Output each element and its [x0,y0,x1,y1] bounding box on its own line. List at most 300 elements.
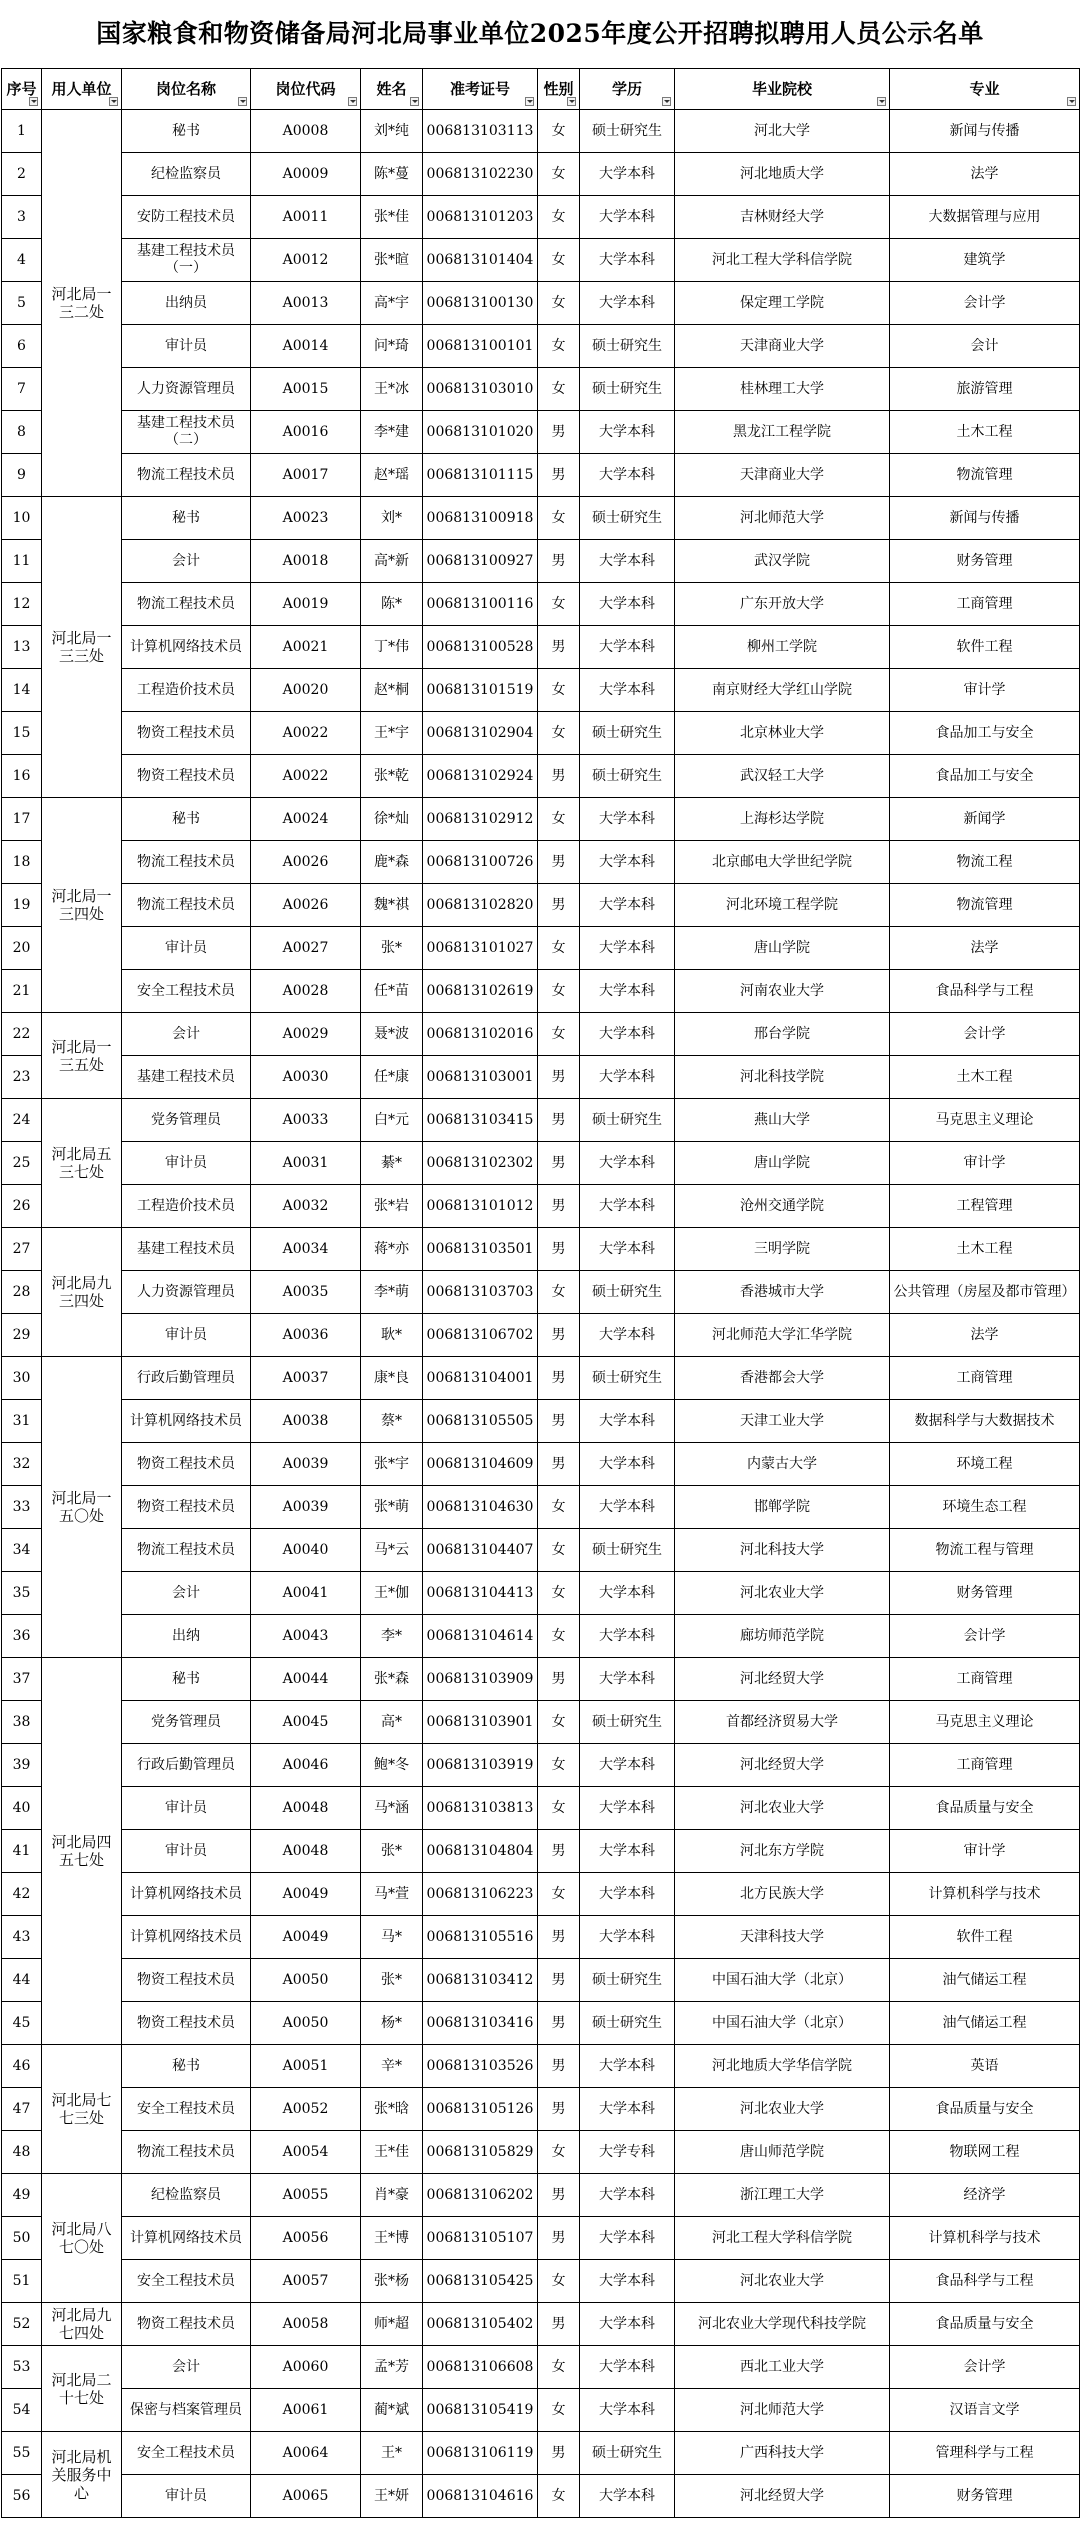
cell-education[interactable]: 大学本科 [580,1658,675,1701]
cell-position-code[interactable]: A0048 [251,1830,361,1873]
cell-position-code[interactable]: A0014 [251,325,361,368]
cell-index[interactable]: 51 [2,2260,42,2303]
cell-school[interactable]: 唐山学院 [675,927,890,970]
cell-school[interactable]: 首都经济贸易大学 [675,1701,890,1744]
cell-exam-number[interactable]: 006813100528 [423,626,538,669]
cell-major[interactable]: 油气储运工程 [890,2002,1080,2045]
cell-gender[interactable]: 女 [538,282,580,325]
cell-major[interactable]: 会计学 [890,1615,1080,1658]
cell-major[interactable]: 财务管理 [890,1572,1080,1615]
cell-education[interactable]: 大学本科 [580,927,675,970]
cell-major[interactable]: 马克思主义理论 [890,1099,1080,1142]
cell-index[interactable]: 16 [2,755,42,798]
cell-index[interactable]: 12 [2,583,42,626]
cell-education[interactable]: 硕士研究生 [580,497,675,540]
cell-name[interactable]: 张* [361,1959,423,2002]
cell-education[interactable]: 大学本科 [580,540,675,583]
cell-gender[interactable]: 男 [538,2174,580,2217]
cell-exam-number[interactable]: 006813105126 [423,2088,538,2131]
cell-exam-number[interactable]: 006813103415 [423,1099,538,1142]
cell-position-code[interactable]: A0050 [251,2002,361,2045]
cell-exam-number[interactable]: 006813101020 [423,411,538,454]
cell-name[interactable]: 张*萌 [361,1486,423,1529]
cell-position-code[interactable]: A0013 [251,282,361,325]
cell-major[interactable]: 工商管理 [890,1658,1080,1701]
cell-exam-number[interactable]: 006813100116 [423,583,538,626]
cell-position[interactable]: 物流工程技术员 [122,2131,251,2174]
cell-major[interactable]: 食品科学与工程 [890,2260,1080,2303]
cell-name[interactable]: 张*晗 [361,2088,423,2131]
cell-name[interactable]: 王*妍 [361,2475,423,2518]
cell-education[interactable]: 大学本科 [580,1013,675,1056]
cell-exam-number[interactable]: 006813101404 [423,239,538,282]
cell-position-code[interactable]: A0034 [251,1228,361,1271]
cell-exam-number[interactable]: 006813103113 [423,110,538,153]
cell-position[interactable]: 基建工程技术员 [122,1228,251,1271]
cell-education[interactable]: 大学本科 [580,798,675,841]
cell-education[interactable]: 硕士研究生 [580,110,675,153]
cell-education[interactable]: 大学本科 [580,2260,675,2303]
cell-gender[interactable]: 男 [538,1228,580,1271]
cell-name[interactable]: 张*杨 [361,2260,423,2303]
cell-position[interactable]: 安全工程技术员 [122,970,251,1013]
cell-position[interactable]: 出纳 [122,1615,251,1658]
cell-education[interactable]: 大学本科 [580,2303,675,2346]
cell-major[interactable]: 汉语言文学 [890,2389,1080,2432]
cell-position[interactable]: 党务管理员 [122,1099,251,1142]
cell-exam-number[interactable]: 006813105402 [423,2303,538,2346]
cell-education[interactable]: 大学本科 [580,583,675,626]
cell-position[interactable]: 计算机网络技术员 [122,626,251,669]
cell-school[interactable]: 沧州交通学院 [675,1185,890,1228]
cell-education[interactable]: 大学本科 [580,2389,675,2432]
cell-gender[interactable]: 女 [538,970,580,1013]
cell-exam-number[interactable]: 006813103526 [423,2045,538,2088]
cell-name[interactable]: 聂*波 [361,1013,423,1056]
cell-index[interactable]: 33 [2,1486,42,1529]
cell-exam-number[interactable]: 006813104407 [423,1529,538,1572]
cell-exam-number[interactable]: 006813106608 [423,2346,538,2389]
cell-exam-number[interactable]: 006813102302 [423,1142,538,1185]
cell-position[interactable]: 会计 [122,1572,251,1615]
cell-major[interactable]: 公共管理（房屋及都市管理） [890,1271,1080,1314]
cell-position-code[interactable]: A0041 [251,1572,361,1615]
cell-position-code[interactable]: A0049 [251,1916,361,1959]
cell-education[interactable]: 大学本科 [580,1185,675,1228]
cell-index[interactable]: 45 [2,2002,42,2045]
cell-index[interactable]: 52 [2,2303,42,2346]
cell-index[interactable]: 32 [2,1443,42,1486]
cell-position[interactable]: 物流工程技术员 [122,884,251,927]
header-cell-exam-number[interactable] [423,69,538,110]
cell-exam-number[interactable]: 006813104413 [423,1572,538,1615]
cell-position-code[interactable]: A0045 [251,1701,361,1744]
cell-position[interactable]: 物流工程技术员 [122,583,251,626]
cell-education[interactable]: 大学本科 [580,1615,675,1658]
cell-education[interactable]: 大学本科 [580,1744,675,1787]
cell-position[interactable]: 物资工程技术员 [122,1443,251,1486]
cell-exam-number[interactable]: 006813105107 [423,2217,538,2260]
cell-name[interactable]: 鲍*冬 [361,1744,423,1787]
cell-school[interactable]: 廊坊师范学院 [675,1615,890,1658]
cell-gender[interactable]: 女 [538,583,580,626]
cell-position[interactable]: 物资工程技术员 [122,2303,251,2346]
cell-position-code[interactable]: A0056 [251,2217,361,2260]
cell-exam-number[interactable]: 006813100130 [423,282,538,325]
cell-gender[interactable]: 男 [538,2217,580,2260]
filter-dropdown-icon[interactable] [109,97,118,106]
cell-name[interactable]: 蔺*斌 [361,2389,423,2432]
filter-dropdown-icon[interactable] [410,97,419,106]
cell-education[interactable]: 大学本科 [580,1830,675,1873]
filter-dropdown-icon[interactable] [877,97,886,106]
cell-education[interactable]: 大学本科 [580,1443,675,1486]
cell-school[interactable]: 三明学院 [675,1228,890,1271]
cell-education[interactable]: 大学本科 [580,1056,675,1099]
cell-index[interactable]: 8 [2,411,42,454]
cell-gender[interactable]: 女 [538,1787,580,1830]
cell-school[interactable]: 唐山师范学院 [675,2131,890,2174]
cell-position[interactable]: 工程造价技术员 [122,669,251,712]
cell-position[interactable]: 工程造价技术员 [122,1185,251,1228]
cell-school[interactable]: 河北师范大学汇华学院 [675,1314,890,1357]
cell-position-code[interactable]: A0037 [251,1357,361,1400]
cell-education[interactable]: 大学本科 [580,411,675,454]
cell-major[interactable]: 经济学 [890,2174,1080,2217]
cell-gender[interactable]: 男 [538,454,580,497]
cell-major[interactable]: 食品加工与安全 [890,755,1080,798]
cell-position-code[interactable]: A0052 [251,2088,361,2131]
cell-position-code[interactable]: A0030 [251,1056,361,1099]
cell-major[interactable]: 土木工程 [890,1056,1080,1099]
header-cell-major[interactable] [890,69,1080,110]
cell-name[interactable]: 任*苗 [361,970,423,1013]
cell-name[interactable]: 蔡* [361,1400,423,1443]
cell-position-code[interactable]: A0060 [251,2346,361,2389]
cell-name[interactable]: 问*琦 [361,325,423,368]
cell-exam-number[interactable]: 006813105419 [423,2389,538,2432]
cell-exam-number[interactable]: 006813102924 [423,755,538,798]
cell-name[interactable]: 张* [361,927,423,970]
cell-name[interactable]: 王*宇 [361,712,423,755]
cell-school[interactable]: 上海杉达学院 [675,798,890,841]
cell-gender[interactable]: 男 [538,411,580,454]
cell-major[interactable]: 管理科学与工程 [890,2432,1080,2475]
cell-major[interactable]: 会计 [890,325,1080,368]
cell-position-code[interactable]: A0009 [251,153,361,196]
cell-name[interactable]: 王*博 [361,2217,423,2260]
cell-unit[interactable]: 河北局一三二处 [42,110,122,497]
cell-school[interactable]: 内蒙古大学 [675,1443,890,1486]
cell-index[interactable]: 18 [2,841,42,884]
cell-education[interactable]: 硕士研究生 [580,368,675,411]
cell-school[interactable]: 广西科技大学 [675,2432,890,2475]
cell-unit[interactable]: 河北局一三四处 [42,798,122,1013]
cell-major[interactable]: 软件工程 [890,626,1080,669]
header-cell-index[interactable] [2,69,42,110]
cell-position[interactable]: 计算机网络技术员 [122,1916,251,1959]
cell-exam-number[interactable]: 006813100927 [423,540,538,583]
cell-index[interactable]: 39 [2,1744,42,1787]
cell-position[interactable]: 纪检监察员 [122,2174,251,2217]
cell-name[interactable]: 张*宇 [361,1443,423,1486]
cell-gender[interactable]: 女 [538,1744,580,1787]
cell-name[interactable]: 綦* [361,1142,423,1185]
cell-position-code[interactable]: A0018 [251,540,361,583]
cell-school[interactable]: 武汉轻工大学 [675,755,890,798]
cell-education[interactable]: 硕士研究生 [580,2002,675,2045]
cell-exam-number[interactable]: 006813103919 [423,1744,538,1787]
cell-position-code[interactable]: A0050 [251,1959,361,2002]
cell-school[interactable]: 保定理工学院 [675,282,890,325]
cell-gender[interactable]: 男 [538,755,580,798]
cell-index[interactable]: 42 [2,1873,42,1916]
cell-position[interactable]: 安全工程技术员 [122,2088,251,2131]
cell-name[interactable]: 耿* [361,1314,423,1357]
cell-index[interactable]: 5 [2,282,42,325]
filter-dropdown-icon[interactable] [1067,97,1076,106]
cell-index[interactable]: 49 [2,2174,42,2217]
cell-index[interactable]: 1 [2,110,42,153]
cell-index[interactable]: 22 [2,1013,42,1056]
cell-major[interactable]: 旅游管理 [890,368,1080,411]
cell-school[interactable]: 天津商业大学 [675,325,890,368]
cell-position-code[interactable]: A0026 [251,841,361,884]
cell-exam-number[interactable]: 006813103010 [423,368,538,411]
cell-position[interactable]: 保密与档案管理员 [122,2389,251,2432]
cell-major[interactable]: 食品质量与安全 [890,1787,1080,1830]
cell-position-code[interactable]: A0054 [251,2131,361,2174]
cell-index[interactable]: 41 [2,1830,42,1873]
cell-gender[interactable]: 女 [538,325,580,368]
cell-education[interactable]: 大学本科 [580,282,675,325]
cell-exam-number[interactable]: 006813104001 [423,1357,538,1400]
cell-gender[interactable]: 女 [538,2346,580,2389]
cell-exam-number[interactable]: 006813103001 [423,1056,538,1099]
cell-gender[interactable]: 男 [538,884,580,927]
cell-name[interactable]: 王* [361,2432,423,2475]
cell-school[interactable]: 河北农业大学 [675,2088,890,2131]
cell-education[interactable]: 硕士研究生 [580,325,675,368]
cell-education[interactable]: 硕士研究生 [580,1357,675,1400]
cell-name[interactable]: 李*建 [361,411,423,454]
cell-index[interactable]: 24 [2,1099,42,1142]
cell-position[interactable]: 行政后勤管理员 [122,1357,251,1400]
cell-name[interactable]: 辛* [361,2045,423,2088]
cell-position-code[interactable]: A0035 [251,1271,361,1314]
cell-position[interactable]: 审计员 [122,1830,251,1873]
filter-dropdown-icon[interactable] [348,97,357,106]
cell-major[interactable]: 建筑学 [890,239,1080,282]
cell-name[interactable]: 赵*瑶 [361,454,423,497]
cell-position[interactable]: 会计 [122,2346,251,2389]
cell-education[interactable]: 大学本科 [580,626,675,669]
cell-major[interactable]: 工程管理 [890,1185,1080,1228]
cell-index[interactable]: 10 [2,497,42,540]
cell-exam-number[interactable]: 006813103501 [423,1228,538,1271]
cell-name[interactable]: 赵*桐 [361,669,423,712]
cell-position[interactable]: 会计 [122,540,251,583]
filter-dropdown-icon[interactable] [525,97,534,106]
cell-position-code[interactable]: A0019 [251,583,361,626]
cell-name[interactable]: 李*萌 [361,1271,423,1314]
cell-position[interactable]: 秘书 [122,2045,251,2088]
cell-position-code[interactable]: A0036 [251,1314,361,1357]
cell-education[interactable]: 大学本科 [580,1486,675,1529]
cell-major[interactable]: 食品加工与安全 [890,712,1080,755]
cell-exam-number[interactable]: 006813102230 [423,153,538,196]
cell-index[interactable]: 38 [2,1701,42,1744]
cell-gender[interactable]: 男 [538,1357,580,1400]
cell-major[interactable]: 法学 [890,927,1080,970]
cell-position[interactable]: 出纳员 [122,282,251,325]
cell-major[interactable]: 新闻与传播 [890,497,1080,540]
cell-name[interactable]: 孟*芳 [361,2346,423,2389]
cell-major[interactable]: 财务管理 [890,2475,1080,2518]
cell-exam-number[interactable]: 006813103813 [423,1787,538,1830]
cell-gender[interactable]: 女 [538,1701,580,1744]
cell-education[interactable]: 大学本科 [580,454,675,497]
cell-gender[interactable]: 女 [538,712,580,755]
cell-position[interactable]: 纪检监察员 [122,153,251,196]
cell-gender[interactable]: 女 [538,2260,580,2303]
cell-gender[interactable]: 男 [538,2088,580,2131]
cell-gender[interactable]: 男 [538,2002,580,2045]
cell-index[interactable]: 17 [2,798,42,841]
cell-index[interactable]: 37 [2,1658,42,1701]
cell-position-code[interactable]: A0033 [251,1099,361,1142]
cell-exam-number[interactable]: 006813103901 [423,1701,538,1744]
cell-school[interactable]: 南京财经大学红山学院 [675,669,890,712]
cell-position-code[interactable]: A0011 [251,196,361,239]
cell-school[interactable]: 天津商业大学 [675,454,890,497]
header-cell-position[interactable] [122,69,251,110]
cell-name[interactable]: 刘* [361,497,423,540]
cell-education[interactable]: 硕士研究生 [580,1529,675,1572]
cell-major[interactable]: 会计学 [890,2346,1080,2389]
cell-exam-number[interactable]: 006813106119 [423,2432,538,2475]
cell-index[interactable]: 2 [2,153,42,196]
cell-school[interactable]: 河北地质大学 [675,153,890,196]
cell-gender[interactable]: 女 [538,2131,580,2174]
header-cell-education[interactable] [580,69,675,110]
cell-major[interactable]: 土木工程 [890,411,1080,454]
cell-position-code[interactable]: A0044 [251,1658,361,1701]
cell-position[interactable]: 会计 [122,1013,251,1056]
cell-school[interactable]: 河北农业大学 [675,1572,890,1615]
cell-name[interactable]: 马* [361,1916,423,1959]
cell-index[interactable]: 20 [2,927,42,970]
cell-position-code[interactable]: A0023 [251,497,361,540]
cell-education[interactable]: 大学本科 [580,196,675,239]
cell-position-code[interactable]: A0008 [251,110,361,153]
cell-school[interactable]: 河北师范大学 [675,2389,890,2432]
cell-school[interactable]: 吉林财经大学 [675,196,890,239]
cell-position-code[interactable]: A0026 [251,884,361,927]
cell-position-code[interactable]: A0040 [251,1529,361,1572]
cell-position[interactable]: 物资工程技术员 [122,712,251,755]
cell-name[interactable]: 康*良 [361,1357,423,1400]
cell-position[interactable]: 审计员 [122,1787,251,1830]
cell-position[interactable]: 审计员 [122,927,251,970]
cell-position[interactable]: 安全工程技术员 [122,2432,251,2475]
cell-school[interactable]: 燕山大学 [675,1099,890,1142]
cell-index[interactable]: 14 [2,669,42,712]
cell-unit[interactable]: 河北局一三三处 [42,497,122,798]
cell-exam-number[interactable]: 006813106702 [423,1314,538,1357]
cell-school[interactable]: 河北师范大学 [675,497,890,540]
cell-exam-number[interactable]: 006813104616 [423,2475,538,2518]
cell-exam-number[interactable]: 006813101027 [423,927,538,970]
cell-major[interactable]: 英语 [890,2045,1080,2088]
cell-position-code[interactable]: A0028 [251,970,361,1013]
cell-position-code[interactable]: A0016 [251,411,361,454]
cell-index[interactable]: 9 [2,454,42,497]
cell-position-code[interactable]: A0065 [251,2475,361,2518]
cell-position-code[interactable]: A0022 [251,712,361,755]
cell-school[interactable]: 香港城市大学 [675,1271,890,1314]
cell-major[interactable]: 审计学 [890,1142,1080,1185]
cell-gender[interactable]: 女 [538,2475,580,2518]
cell-major[interactable]: 计算机科学与技术 [890,1873,1080,1916]
cell-gender[interactable]: 女 [538,1873,580,1916]
cell-index[interactable]: 6 [2,325,42,368]
cell-major[interactable]: 会计学 [890,1013,1080,1056]
cell-education[interactable]: 硕士研究生 [580,755,675,798]
cell-position-code[interactable]: A0046 [251,1744,361,1787]
cell-index[interactable]: 3 [2,196,42,239]
cell-major[interactable]: 环境生态工程 [890,1486,1080,1529]
cell-education[interactable]: 大学本科 [580,1873,675,1916]
cell-education[interactable]: 大学本科 [580,841,675,884]
cell-position-code[interactable]: A0049 [251,1873,361,1916]
cell-education[interactable]: 大学本科 [580,1787,675,1830]
header-cell-school[interactable] [675,69,890,110]
cell-unit[interactable]: 河北局一五〇处 [42,1357,122,1658]
cell-major[interactable]: 物流管理 [890,454,1080,497]
cell-position[interactable]: 物资工程技术员 [122,1959,251,2002]
cell-name[interactable]: 张*乾 [361,755,423,798]
cell-position[interactable]: 物流工程技术员 [122,1529,251,1572]
cell-education[interactable]: 硕士研究生 [580,1959,675,2002]
cell-gender[interactable]: 女 [538,1529,580,1572]
cell-position[interactable]: 审计员 [122,1314,251,1357]
cell-school[interactable]: 河北农业大学 [675,1787,890,1830]
cell-position[interactable]: 人力资源管理员 [122,368,251,411]
cell-position-code[interactable]: A0029 [251,1013,361,1056]
cell-position-code[interactable]: A0061 [251,2389,361,2432]
cell-school[interactable]: 河北科技学院 [675,1056,890,1099]
cell-gender[interactable]: 男 [538,1400,580,1443]
cell-exam-number[interactable]: 006813104614 [423,1615,538,1658]
cell-position-code[interactable]: A0022 [251,755,361,798]
cell-major[interactable]: 土木工程 [890,1228,1080,1271]
cell-major[interactable]: 软件工程 [890,1916,1080,1959]
cell-name[interactable]: 任*康 [361,1056,423,1099]
cell-gender[interactable]: 女 [538,196,580,239]
cell-gender[interactable]: 女 [538,239,580,282]
cell-major[interactable]: 审计学 [890,669,1080,712]
cell-gender[interactable]: 女 [538,927,580,970]
cell-position[interactable]: 审计员 [122,1142,251,1185]
cell-education[interactable]: 大学本科 [580,1572,675,1615]
cell-gender[interactable]: 男 [538,2045,580,2088]
cell-index[interactable]: 50 [2,2217,42,2260]
cell-position-code[interactable]: A0020 [251,669,361,712]
cell-name[interactable]: 张*森 [361,1658,423,1701]
cell-index[interactable]: 46 [2,2045,42,2088]
cell-school[interactable]: 河北地质大学华信学院 [675,2045,890,2088]
